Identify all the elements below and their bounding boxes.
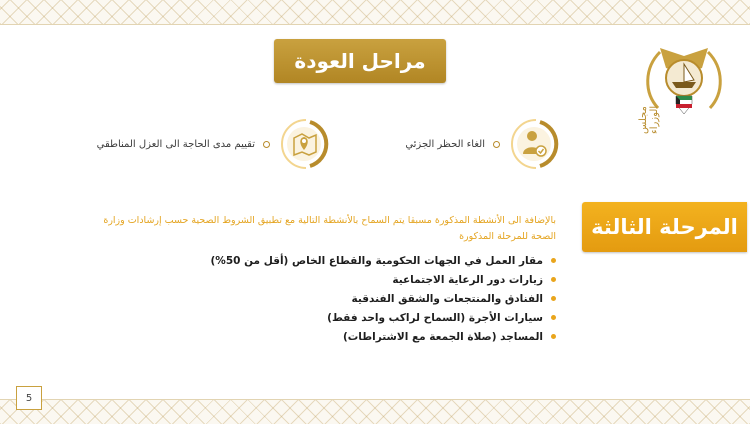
list-item [136,251,556,270]
person-check-icon [506,116,562,172]
phase-three-badge: المرحلة الثالثة [582,202,747,252]
page-number: 5 [16,386,42,410]
list-item-text: الفنادق والمنتجعات والشقق الفندقية [351,292,543,305]
logo-text: مجلس الوزراء [638,105,660,134]
top-ornament-border [0,0,750,25]
map-pin-icon [276,116,332,172]
item-bullet [263,141,270,148]
bottom-ornament-border [0,399,750,424]
item-partial-curfew [405,116,562,172]
list-item [136,308,556,327]
item-regional-isolation [97,116,332,172]
item-label: تقييم مدى الحاجة الى العزل المناطقي [96,138,255,150]
list-item [136,289,556,308]
slide-title: مراحل العودة [274,39,446,83]
list-item-text: المساجد (صلاة الجمعة مع الاشتراطات) [342,330,543,343]
bullet-dot [551,334,556,339]
item-label: الغاء الحظر الجزئي [405,138,485,150]
list-item-text: زيارات دور الرعاية الاجتماعية [392,273,543,286]
phase-intro-text: بالإضافة الى الأنشطة المذكورة مسبقا يتم السماح بالأنشطة التالية مع تطبيق الشروط الصحية حسب إرشادات وزارة الصحة للمرحلة المذكورة [103,215,556,242]
cabinet-logo [638,38,730,134]
list-item-text: مقار العمل في الجهات الحكومية والقطاع الخاص (أقل من 50%) [210,254,543,267]
phase-activities-list [136,251,556,346]
list-item-text: سيارات الأجرة (السماح لراكب واحد فقط) [327,311,543,324]
item-bullet [493,141,500,148]
bullet-dot [551,296,556,301]
list-item [136,327,556,346]
bullet-dot [551,258,556,263]
list-item [136,270,556,289]
bullet-dot [551,277,556,282]
bullet-dot [551,315,556,320]
